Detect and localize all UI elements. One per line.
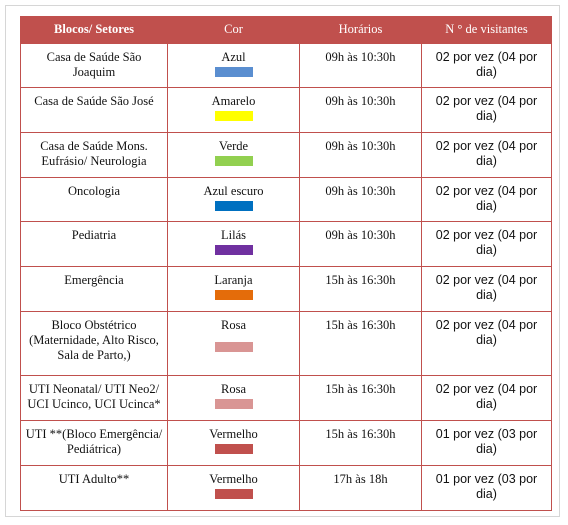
visitors-cell: 02 por vez (04 por dia) <box>422 178 552 222</box>
hours-cell: 17h às 18h <box>300 466 422 511</box>
color-cell <box>168 44 300 88</box>
color-cell <box>168 312 300 376</box>
color-cell <box>168 376 300 421</box>
hours-cell: 09h às 10:30h <box>300 178 422 222</box>
color-name: Rosa <box>221 318 246 332</box>
sector-cell: UTI **(Bloco Emergência/ Pediátrica) <box>21 421 168 466</box>
color-name: Rosa <box>221 382 246 396</box>
hours-cell: 09h às 10:30h <box>300 88 422 133</box>
color-cell <box>168 466 300 511</box>
color-cell <box>168 267 300 312</box>
visitors-cell: 01 por vez (03 por dia) <box>422 421 552 466</box>
table-row <box>21 133 552 178</box>
visitors-cell: 02 por vez (04 por dia) <box>422 222 552 267</box>
color-swatch <box>215 342 253 352</box>
sector-cell: Casa de Saúde São Joaquim <box>21 44 168 88</box>
color-swatch <box>215 111 253 121</box>
hours-cell: 09h às 10:30h <box>300 222 422 267</box>
color-swatch <box>215 245 253 255</box>
sector-cell: UTI Adulto** <box>21 466 168 511</box>
visitors-cell: 02 por vez (04 por dia) <box>422 376 552 421</box>
table-row <box>21 267 552 312</box>
color-name: Vermelho <box>209 427 258 441</box>
table-row <box>21 312 552 376</box>
header-hours: Horários <box>300 16 422 44</box>
color-cell <box>168 133 300 178</box>
hours-cell: 09h às 10:30h <box>300 133 422 178</box>
color-name: Amarelo <box>211 94 256 108</box>
visiting-hours-table <box>20 16 552 511</box>
color-swatch <box>215 156 253 166</box>
sector-cell: Pediatria <box>21 222 168 267</box>
table-row <box>21 222 552 267</box>
visitors-cell: 02 por vez (04 por dia) <box>422 267 552 312</box>
sector-cell: Emergência <box>21 267 168 312</box>
visitors-cell: 01 por vez (03 por dia) <box>422 466 552 511</box>
table-row <box>21 44 552 88</box>
color-cell <box>168 88 300 133</box>
color-swatch <box>215 67 253 77</box>
color-name: Vermelho <box>209 472 258 486</box>
table-row <box>21 178 552 222</box>
sector-cell: Casa de Saúde Mons. Eufrásio/ Neurologia <box>21 133 168 178</box>
document-frame <box>5 5 560 517</box>
hours-cell: 15h às 16:30h <box>300 267 422 312</box>
color-swatch <box>215 444 253 454</box>
color-name: Azul <box>221 50 246 64</box>
color-name: Verde <box>218 139 249 153</box>
color-name: Laranja <box>214 273 253 287</box>
header-sector: Blocos/ Setores <box>21 16 168 44</box>
color-cell <box>168 178 300 222</box>
header-color: Cor <box>168 16 300 44</box>
color-cell <box>168 421 300 466</box>
table-row <box>21 376 552 421</box>
table-row <box>21 421 552 466</box>
sector-cell: UTI Neonatal/ UTI Neo2/ UCI Ucinco, UCI Ucinca* <box>21 376 168 421</box>
hours-cell: 15h às 16:30h <box>300 312 422 376</box>
color-swatch <box>215 290 253 300</box>
hours-cell: 15h às 16:30h <box>300 421 422 466</box>
header-visitors: N ° de visitantes <box>422 16 552 44</box>
table-header-row <box>21 16 552 44</box>
visitors-cell: 02 por vez (04 por dia) <box>422 312 552 376</box>
hours-cell: 09h às 10:30h <box>300 44 422 88</box>
color-name: Lilás <box>221 228 246 242</box>
sector-cell: Bloco Obstétrico (Maternidade, Alto Risco, Sala de Parto,) <box>21 312 168 376</box>
color-swatch <box>215 201 253 211</box>
table-row <box>21 88 552 133</box>
visitors-cell: 02 por vez (04 por dia) <box>422 44 552 88</box>
visitors-cell: 02 por vez (04 por dia) <box>422 88 552 133</box>
color-swatch <box>215 489 253 499</box>
table-row <box>21 466 552 511</box>
color-name: Azul escuro <box>203 184 264 198</box>
sector-cell: Oncologia <box>21 178 168 222</box>
color-cell <box>168 222 300 267</box>
visitors-cell: 02 por vez (04 por dia) <box>422 133 552 178</box>
sector-cell: Casa de Saúde São José <box>21 88 168 133</box>
hours-cell: 15h às 16:30h <box>300 376 422 421</box>
color-swatch <box>215 399 253 409</box>
